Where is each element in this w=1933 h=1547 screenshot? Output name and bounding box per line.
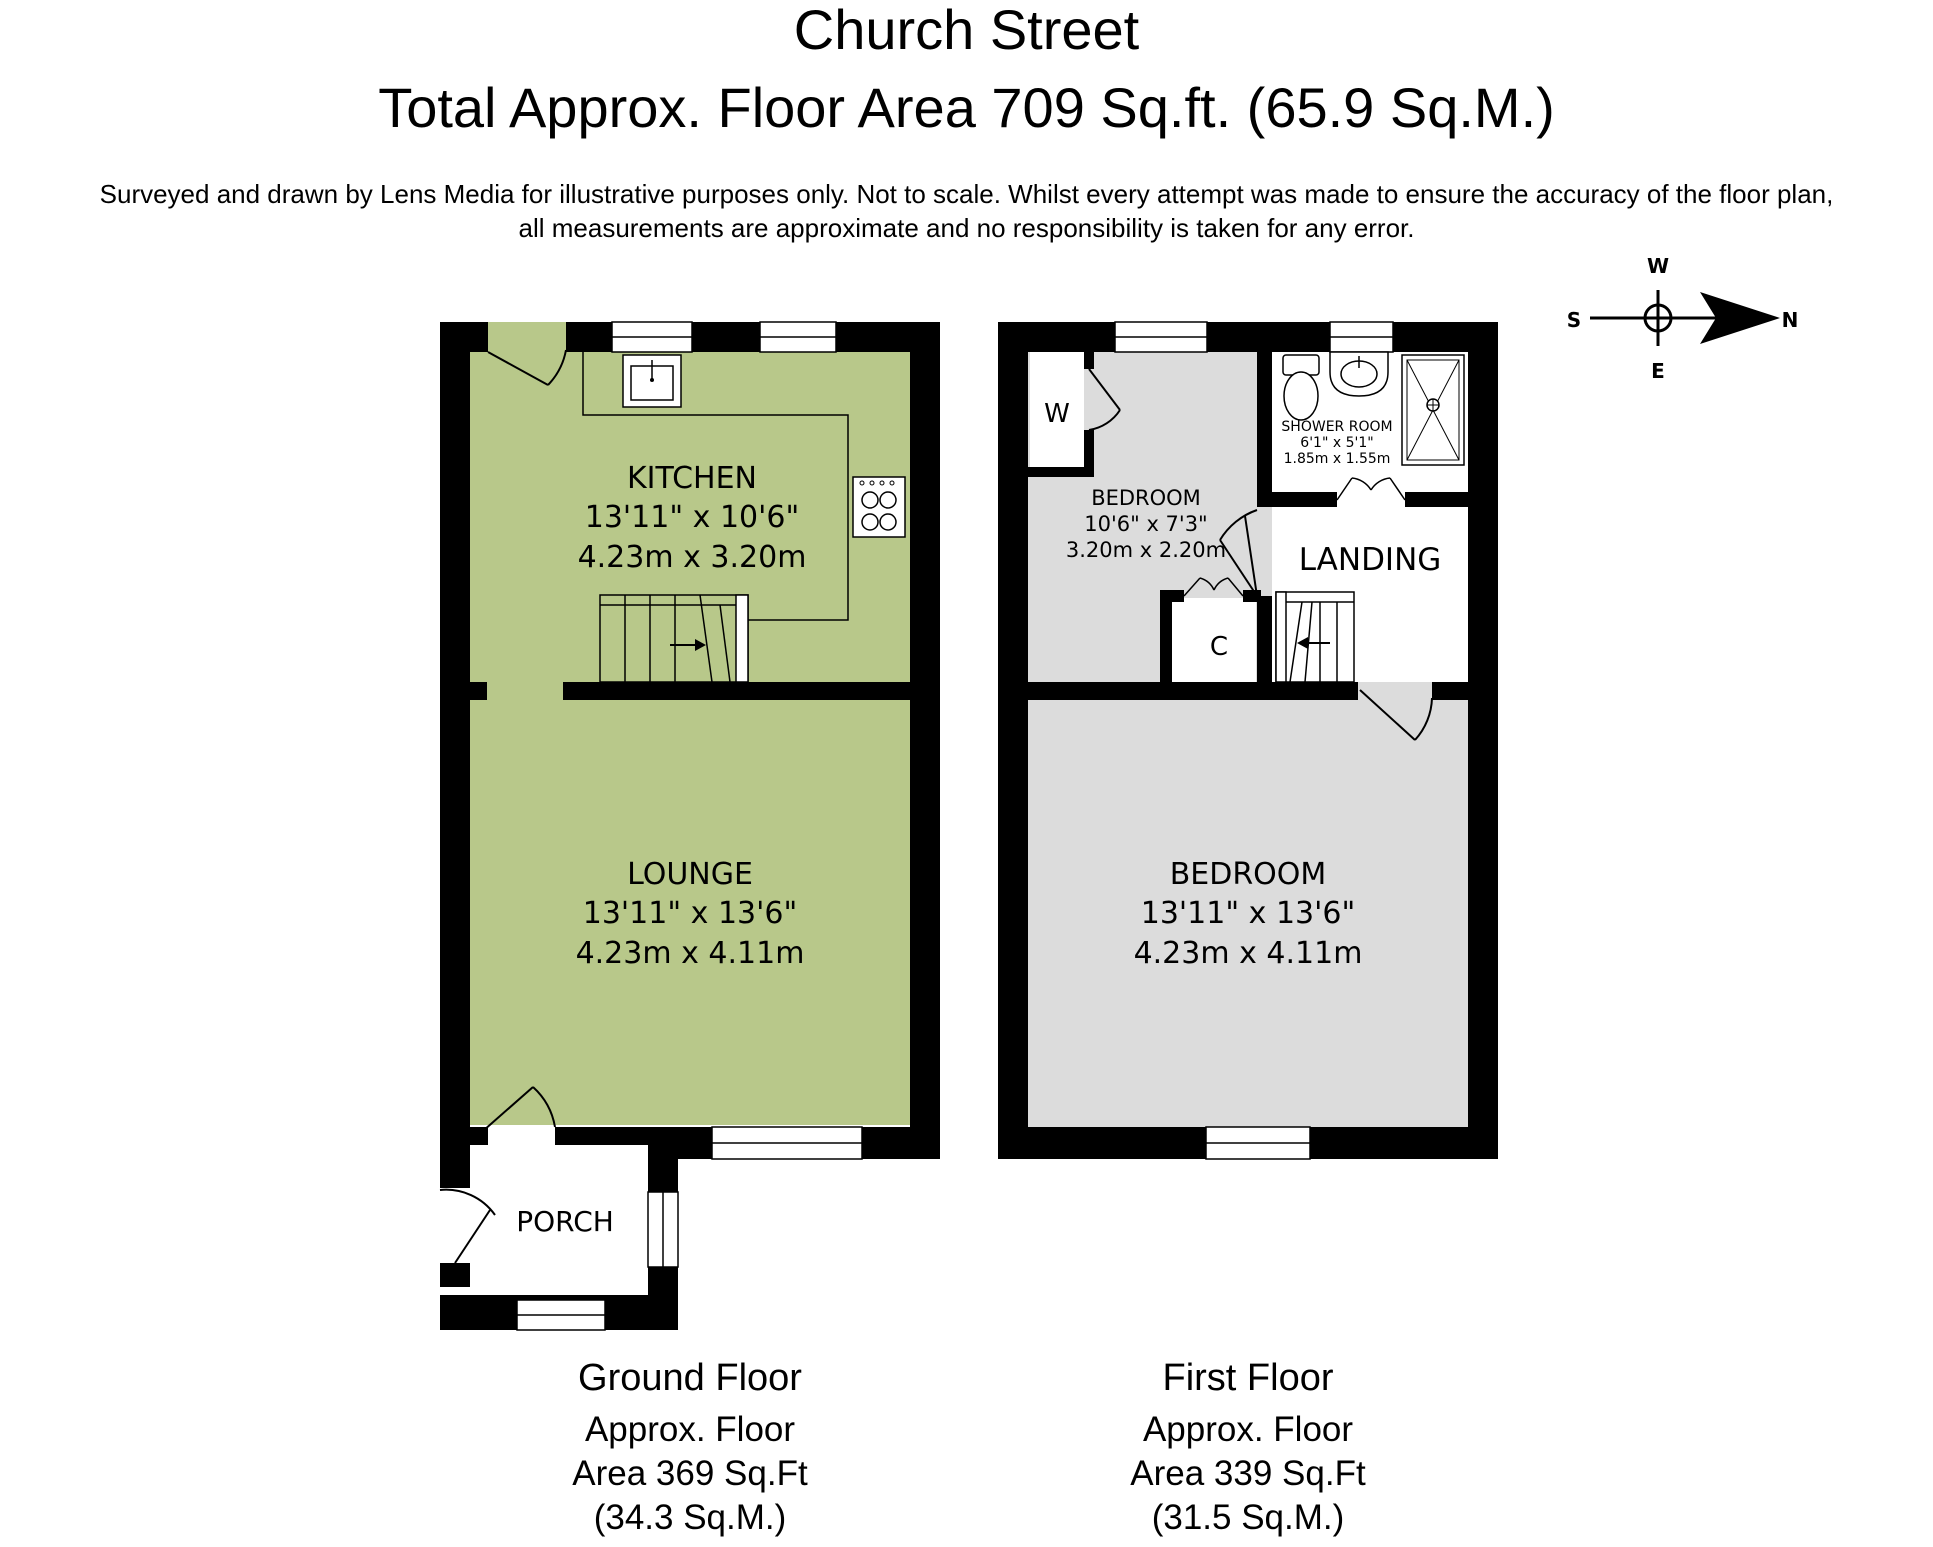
small-bedroom-metric: 3.20m x 2.20m bbox=[1065, 538, 1227, 562]
first-floor-area-3: (31.5 Sq.M.) bbox=[1151, 1498, 1345, 1537]
first-floor-caption bbox=[1098, 1356, 1398, 1540]
sink-icon bbox=[623, 355, 681, 407]
shower-room-metric: 1.85m x 1.55m bbox=[1283, 451, 1391, 467]
lounge-metric: 4.23m x 4.11m bbox=[575, 936, 805, 971]
shower-tray-icon bbox=[1402, 355, 1464, 465]
hob-icon bbox=[853, 477, 905, 537]
ground-floor-area-1: Approx. Floor bbox=[584, 1410, 796, 1449]
staircase-icon bbox=[600, 595, 748, 682]
porch-name: PORCH bbox=[516, 1205, 614, 1238]
ground-floor-name: Ground Floor bbox=[578, 1357, 802, 1399]
porch-window bbox=[517, 1300, 605, 1330]
wardrobe-label: W bbox=[1044, 399, 1070, 429]
ground-floor-plan bbox=[440, 322, 940, 1330]
disclaimer-line-1: Surveyed and drawn by Lens Media for illustrative purposes only. Not to scale. Whilst every attempt was made to ensure the accuracy of the floor plan, bbox=[99, 179, 1834, 209]
compass-south: S bbox=[1566, 308, 1582, 332]
ground-floor-area-2: Area 369 Sq.Ft bbox=[572, 1454, 808, 1493]
first-floor-name: First Floor bbox=[1162, 1357, 1334, 1399]
toilet-icon bbox=[1283, 355, 1319, 420]
lounge-name: LOUNGE bbox=[627, 857, 753, 892]
main-bedroom-metric: 4.23m x 4.11m bbox=[1133, 936, 1363, 971]
main-bedroom-imperial: 13'11" x 13'6" bbox=[1140, 896, 1356, 931]
first-floor-area-1: Approx. Floor bbox=[1142, 1410, 1354, 1449]
compass-north: N bbox=[1781, 308, 1799, 332]
landing-staircase-icon bbox=[1276, 592, 1354, 682]
first-floor-plan bbox=[998, 322, 1498, 1159]
small-bedroom-name: BEDROOM bbox=[1091, 486, 1201, 510]
first-floor-area-2: Area 339 Sq.Ft bbox=[1130, 1454, 1366, 1493]
page-title: Church Street bbox=[793, 0, 1140, 61]
disclaimer-line-2: all measurements are approximate and no responsibility is taken for any error. bbox=[518, 213, 1415, 243]
ground-floor-caption bbox=[540, 1356, 840, 1540]
total-area: Total Approx. Floor Area 709 Sq.ft. (65.9 Sq.M.) bbox=[378, 76, 1555, 139]
kitchen-imperial: 13'11" x 10'6" bbox=[584, 500, 800, 535]
kitchen-metric: 4.23m x 3.20m bbox=[577, 540, 807, 575]
kitchen-name: KITCHEN bbox=[627, 461, 757, 496]
lounge-imperial: 13'11" x 13'6" bbox=[582, 896, 798, 931]
compass-icon bbox=[1567, 254, 1799, 383]
compass-east: E bbox=[1651, 359, 1665, 383]
lounge-window bbox=[712, 1127, 862, 1159]
basin-icon bbox=[1330, 352, 1388, 396]
main-bedroom-name: BEDROOM bbox=[1169, 857, 1327, 892]
cupboard-label: C bbox=[1209, 632, 1229, 662]
landing-name: LANDING bbox=[1298, 542, 1442, 578]
small-bedroom-imperial: 10'6" x 7'3" bbox=[1084, 512, 1208, 536]
shower-room-name: SHOWER ROOM bbox=[1281, 419, 1393, 435]
shower-room-imperial: 6'1" x 5'1" bbox=[1300, 435, 1374, 451]
compass-west: W bbox=[1646, 254, 1670, 278]
ground-floor-area-3: (34.3 Sq.M.) bbox=[593, 1498, 787, 1537]
